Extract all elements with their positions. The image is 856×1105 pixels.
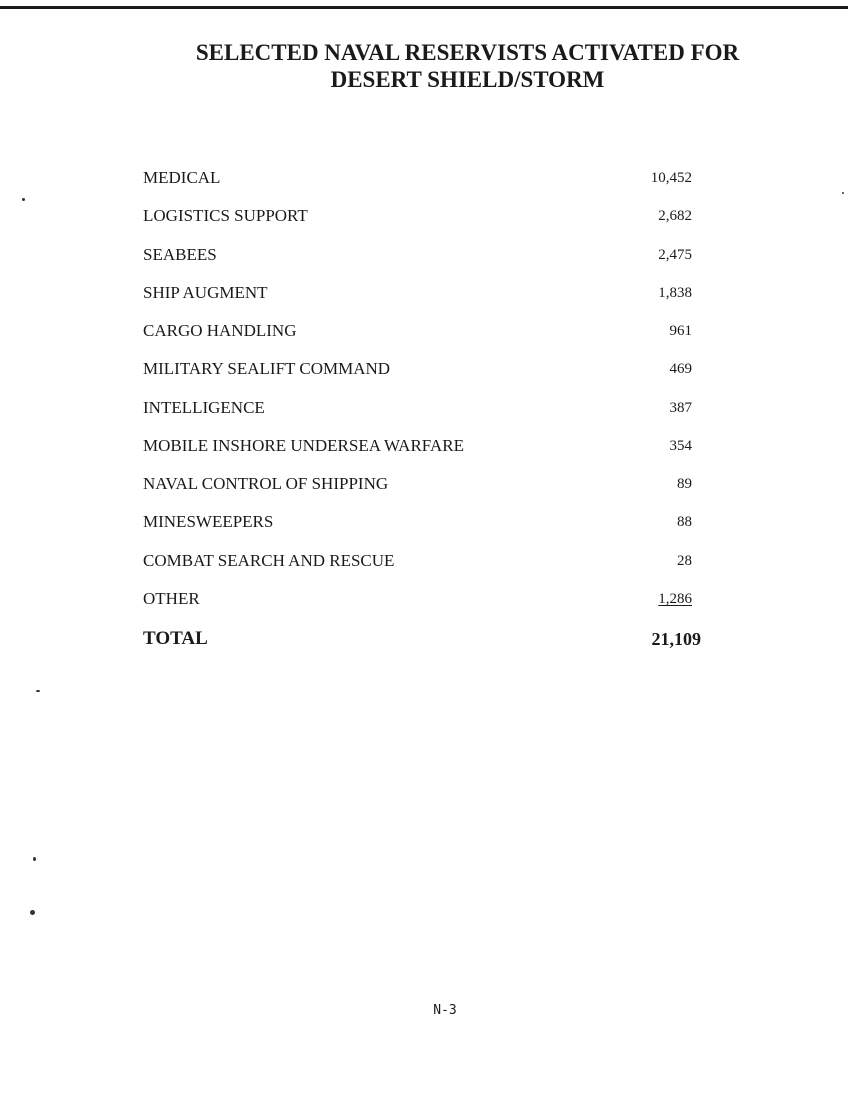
scan-speck: [22, 198, 25, 201]
scan-speck: [842, 192, 844, 194]
row-label: MEDICAL: [143, 168, 221, 187]
row-value: 1,286: [658, 591, 692, 607]
row-value: 10,452: [650, 170, 692, 186]
table-row: [143, 587, 703, 611]
table-row: [143, 510, 703, 534]
scan-speck: [33, 857, 36, 861]
row-value: 961: [669, 323, 692, 339]
row-value: 354: [669, 438, 692, 454]
row-value: 89: [677, 476, 692, 492]
table-row: [143, 396, 703, 420]
table-row: [143, 281, 703, 305]
total-value: 21,109: [651, 629, 701, 649]
table-row: [143, 166, 703, 190]
row-value: 1,838: [658, 285, 692, 301]
row-label: MOBILE INSHORE UNDERSEA WARFARE: [143, 436, 464, 455]
row-value: 2,682: [658, 208, 692, 224]
row-label: CARGO HANDLING: [143, 321, 297, 340]
row-value: 2,475: [658, 247, 692, 263]
table-row: [143, 357, 703, 381]
table-row: [143, 243, 703, 267]
row-label: SEABEES: [143, 245, 217, 264]
table-row: [143, 434, 703, 458]
row-label: INTELLIGENCE: [143, 398, 265, 417]
row-label: COMBAT SEARCH AND RESCUE: [143, 551, 395, 570]
row-value: 88: [677, 514, 692, 530]
scan-speck: [30, 910, 35, 915]
row-label: MINESWEEPERS: [143, 512, 274, 531]
page-number: N-3: [433, 1003, 457, 1018]
scan-speck: [36, 690, 40, 692]
row-value: 28: [677, 553, 692, 569]
row-label: OTHER: [143, 589, 200, 608]
row-label: LOGISTICS SUPPORT: [143, 206, 308, 225]
total-label: TOTAL: [143, 628, 208, 649]
top-rule: [0, 6, 848, 9]
row-label: MILITARY SEALIFT COMMAND: [143, 359, 391, 378]
row-value: 387: [669, 400, 692, 416]
table-row: [143, 319, 703, 343]
page-title-line-2: DESERT SHIELD/STORM: [330, 67, 605, 92]
total-row: [143, 627, 703, 651]
table-row: [143, 549, 703, 573]
page-title-line-1: SELECTED NAVAL RESERVISTS ACTIVATED FOR: [195, 40, 740, 65]
row-label: NAVAL CONTROL OF SHIPPING: [143, 474, 389, 493]
table-row: [143, 204, 703, 228]
table-row: [143, 472, 703, 496]
row-value: 469: [669, 361, 692, 377]
row-label: SHIP AUGMENT: [143, 283, 268, 302]
